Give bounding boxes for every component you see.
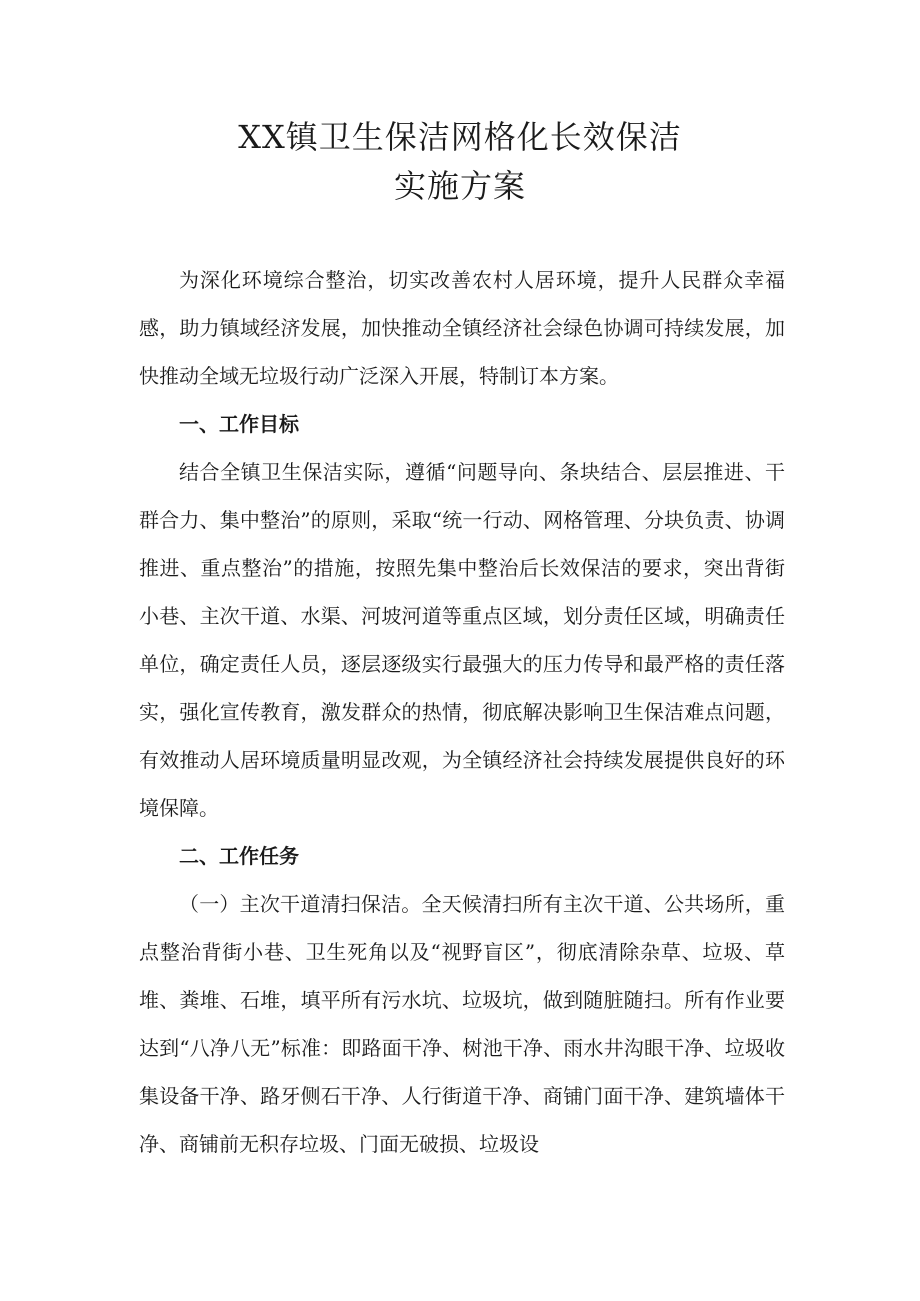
section-heading-goals: 一、工作目标 (179, 412, 299, 436)
intro-paragraph: 为深化环境综合整治，切实改善农村人居环境，提升人民群众幸福感，助力镇域经济发展，加快推动全镇经济社会绿色协调可持续发展，加快推动全域无垃圾行动广泛深入开展，特制订本方案。 (139, 268, 785, 388)
goals-paragraph: 结合全镇卫生保洁实际，遵循“问题导向、条块结合、层层推进、干群合力、集中整治”的原则，采取“统一行动、网格管理、分块负责、协调推进、重点整治”的措施，按照先集中整治后长效保洁的要求，突出背街小巷、主次干道、水渠、河坡河道等重点区域，划分责任区域，明确责任单位，确定责任人员，逐层逐级实行最强大的压力传导和最严格的责任落实，强化宣传教育，激发群众的热情，彻底解决影响卫生保洁难点问题，有效推动人居环境质量明显改观，为全镇经济社会持续发展提供良好的环境保障。 (139, 460, 785, 820)
document-title-line-1: XX镇卫生保洁网格化长效保洁 (238, 118, 682, 156)
document-body (139, 256, 785, 1168)
document-title-line-2: 实施方案 (393, 167, 526, 205)
section-heading-tasks: 二、工作任务 (179, 844, 299, 868)
tasks-paragraph-1: （一）主次干道清扫保洁。全天候清扫所有主次干道、公共场所，重点整治背街小巷、卫生死角以及“视野盲区”，彻底清除杂草、垃圾、草堆、粪堆、石堆，填平所有污水坑、垃圾坑，做到随脏随扫。所有作业要达到“八净八无”标准：即路面干净、树池干净、雨水井沟眼干净、垃圾收集设备干净、路牙侧石干净、人行街道干净、商铺门面干净、建筑墙体干净、商铺前无积存垃圾、门面无破损、垃圾设 (139, 892, 785, 1156)
